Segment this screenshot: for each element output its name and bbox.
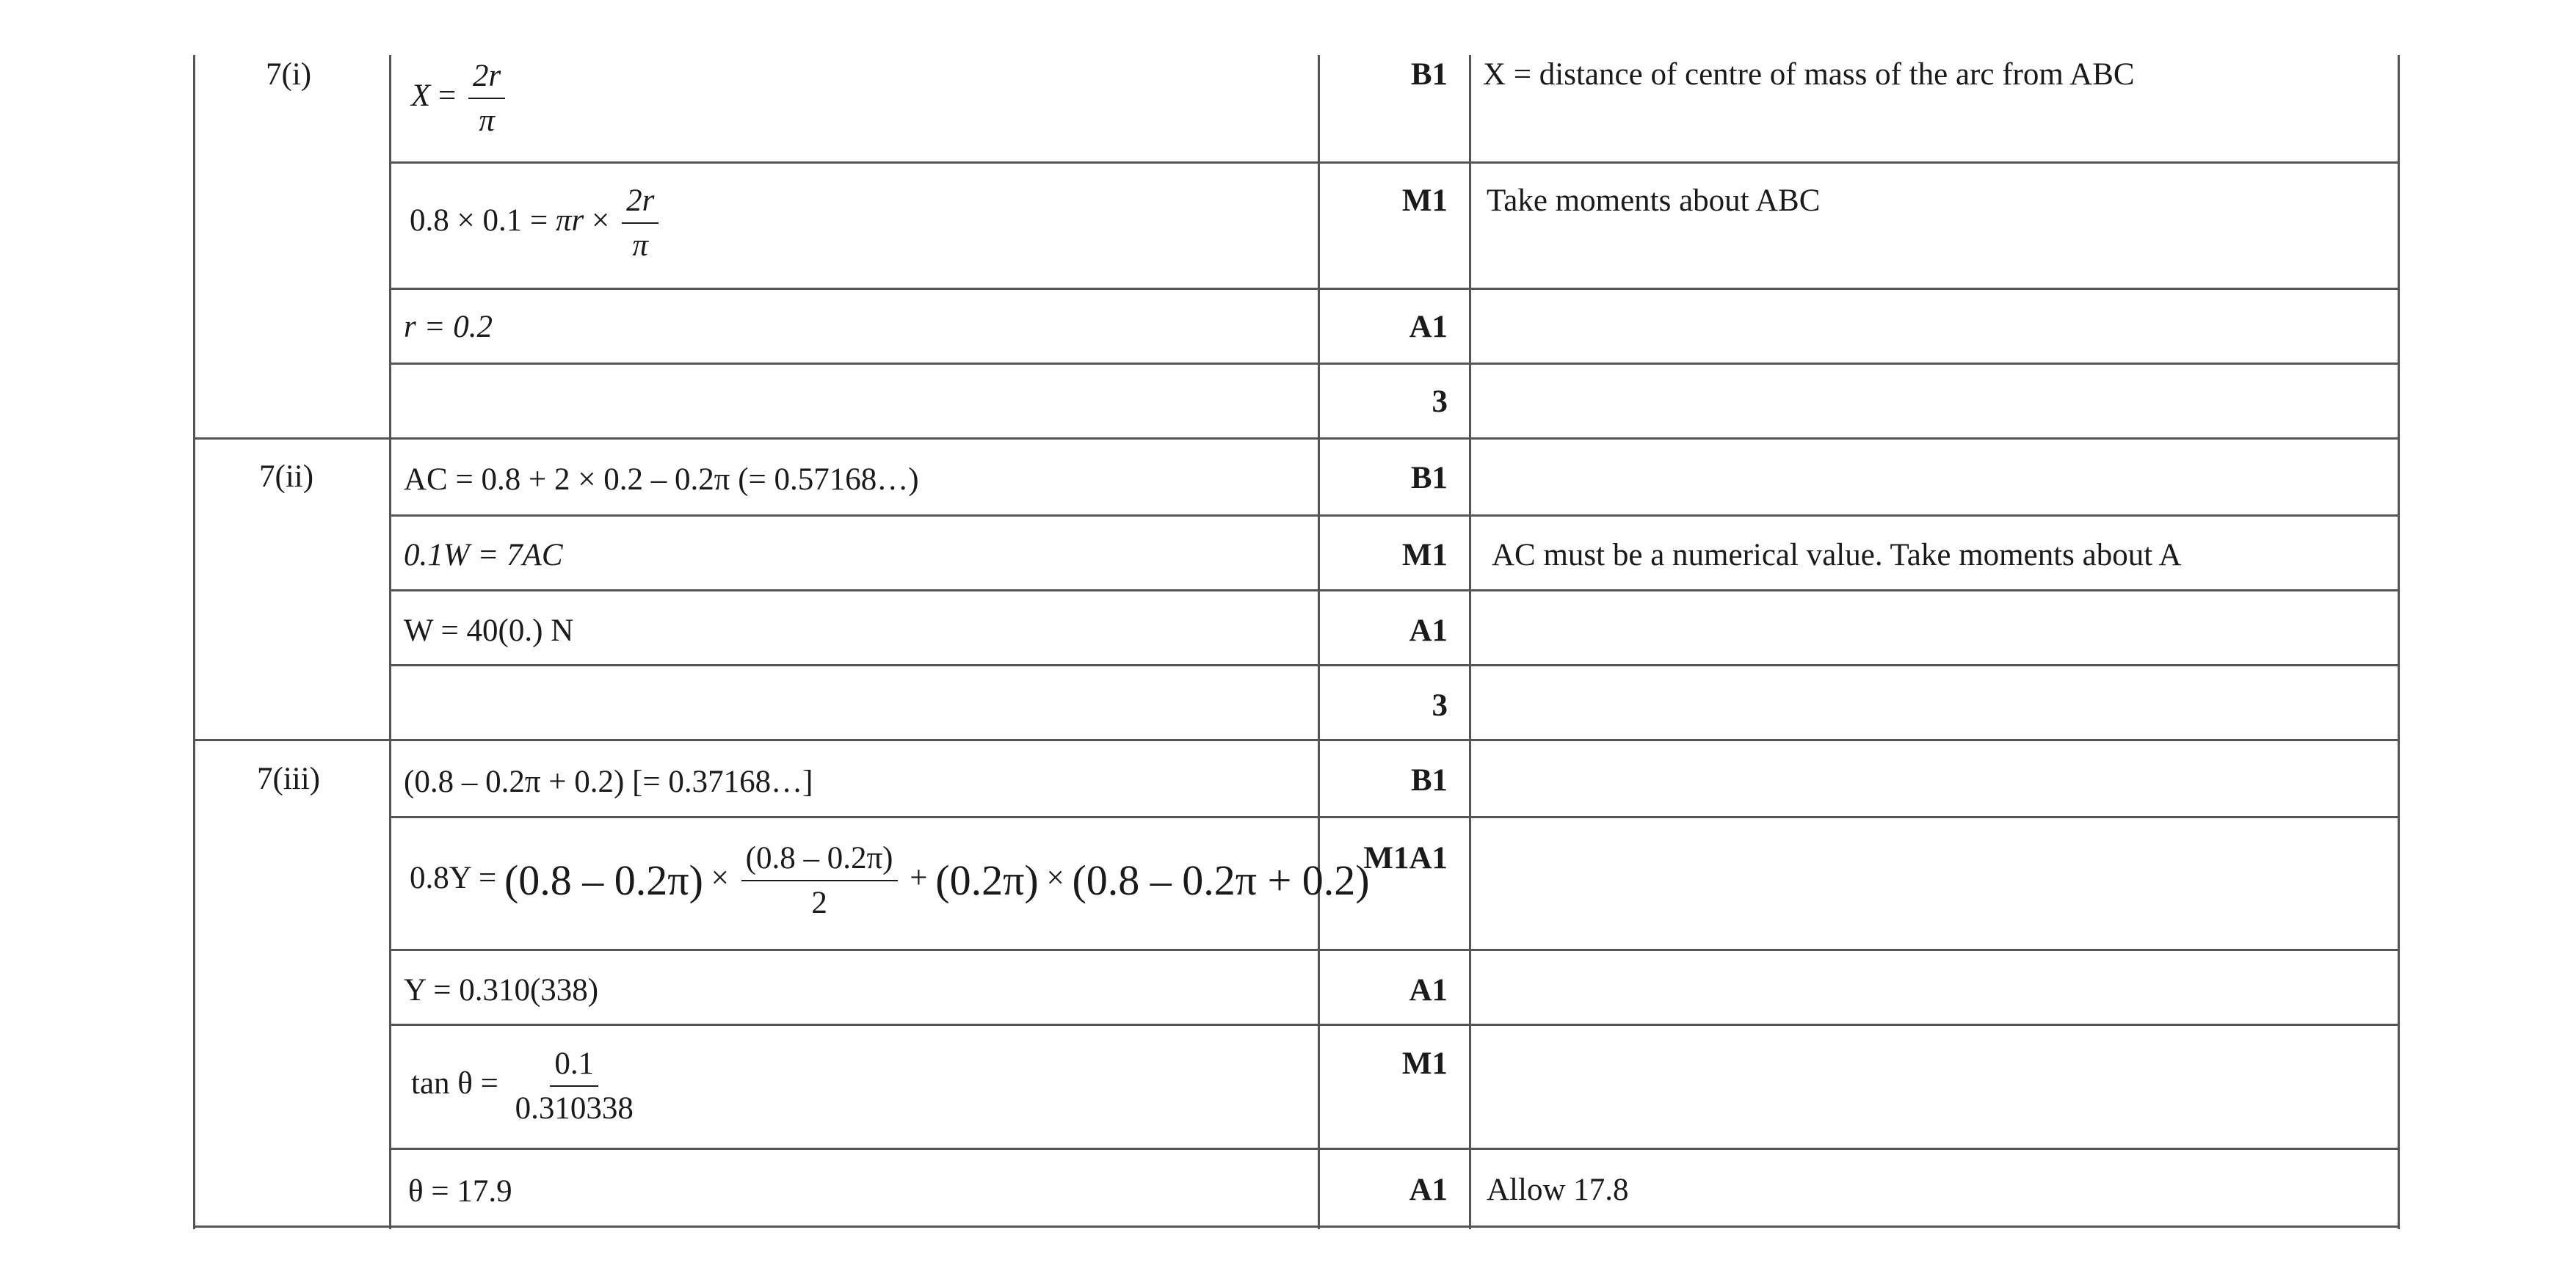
answer-expression: tan θ = $\frac{0.1}{0.310338}$ xyxy=(411,1048,642,1124)
mark-code: M1 xyxy=(1401,538,1448,572)
mark-code: A1 xyxy=(1409,613,1448,648)
fraction-numerator: 2r xyxy=(468,60,505,99)
answer-expression: (0.8 – 0.2π + 0.2) [= 0.37168…] xyxy=(404,765,813,799)
border-left xyxy=(193,55,195,1229)
guidance-note: X = distance of centre of mass of the arc from ABC xyxy=(1483,57,2135,92)
row-rule xyxy=(389,816,2400,818)
answer-expression: 0.1W = 7AC xyxy=(404,538,563,572)
fraction-numerator: 0.1 xyxy=(550,1048,598,1087)
mark-code: B1 xyxy=(1410,461,1448,495)
fraction-denominator: π xyxy=(479,103,495,138)
row-rule xyxy=(389,589,2400,591)
row-rule xyxy=(389,1148,2400,1150)
divider-answer-marks xyxy=(1318,55,1320,1229)
guidance-note: Take moments about ABC xyxy=(1487,183,1821,218)
row-rule xyxy=(389,161,2400,164)
mark-code: A1 xyxy=(1409,310,1448,344)
answer-expression: X = $\frac{2r}{\pi}$ xyxy=(411,60,509,136)
row-rule xyxy=(389,1024,2400,1026)
answer-expression: 0.8 × 0.1 = πr × $\frac{2r}{\pi}$ xyxy=(410,185,663,261)
answer-expression: 0.8Y = (0.8 – 0.2π) × $\frac{(0.8 - 0.2\pi)}{2}$ + (0.2π) × (0.8 – 0.2π + 0.2) xyxy=(410,841,1370,920)
question-label: 7(i) xyxy=(266,57,312,92)
answer-expression: W = 40(0.) N xyxy=(404,613,574,648)
mark-code: B1 xyxy=(1410,57,1448,92)
fraction-denominator: 2 xyxy=(811,886,827,920)
mark-total: 3 xyxy=(1432,385,1448,419)
fraction-denominator: 0.310338 xyxy=(515,1091,634,1126)
mark-code: M1 xyxy=(1401,183,1448,218)
mark-code: A1 xyxy=(1409,973,1448,1008)
divider-marks-guidance xyxy=(1469,55,1471,1229)
divider-question-answer xyxy=(389,55,391,1229)
answer-expression: r = 0.2 xyxy=(404,310,493,344)
row-rule xyxy=(389,288,2400,290)
question-label: 7(ii) xyxy=(259,459,314,494)
fraction-denominator: π xyxy=(632,228,648,263)
fraction-numerator: (0.8 – 0.2π) xyxy=(741,842,898,881)
table-bottom-rule xyxy=(193,1225,2400,1228)
row-rule xyxy=(389,664,2400,666)
border-right xyxy=(2398,55,2400,1229)
mark-code: A1 xyxy=(1409,1173,1448,1207)
row-rule xyxy=(389,949,2400,951)
mark-code: M1A1 xyxy=(1363,841,1448,875)
guidance-note: Allow 17.8 xyxy=(1487,1173,1629,1207)
answer-expression: θ = 17.9 xyxy=(408,1174,512,1209)
answer-expression: Y = 0.310(338) xyxy=(404,973,599,1008)
question-label: 7(iii) xyxy=(257,762,320,796)
mark-code: B1 xyxy=(1410,763,1448,798)
row-rule xyxy=(389,363,2400,365)
guidance-note: AC must be a numerical value. Take moments about A xyxy=(1492,538,2182,572)
section-rule xyxy=(193,437,2400,440)
section-rule xyxy=(193,739,2400,741)
mark-total: 3 xyxy=(1432,688,1448,723)
fraction-numerator: 2r xyxy=(622,185,658,224)
answer-expression: AC = 0.8 + 2 × 0.2 – 0.2π (= 0.57168…) xyxy=(404,462,919,497)
row-rule xyxy=(389,514,2400,517)
mark-code: M1 xyxy=(1401,1046,1448,1081)
